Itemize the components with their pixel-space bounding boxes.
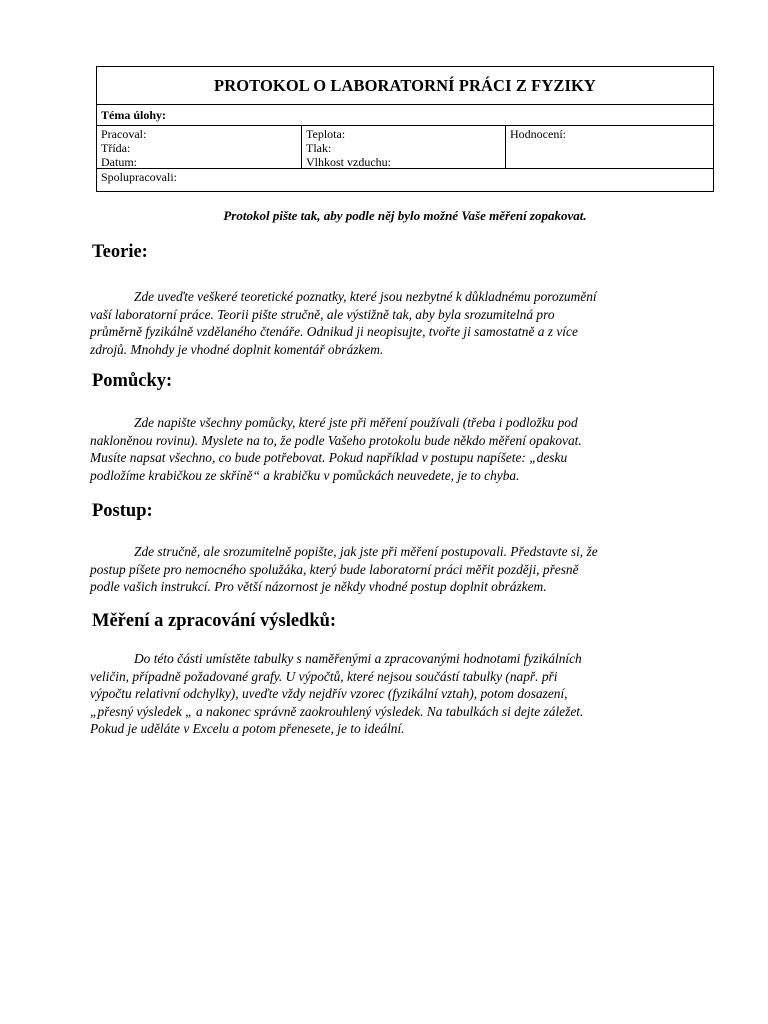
worked-by-label: Pracoval:: [101, 127, 147, 141]
collaborators-label: Spolupracovali:: [101, 170, 177, 184]
topic-field-label: Téma úlohy:: [97, 105, 713, 126]
text-line: Musíte napsat všechno, co bude potřebovat. Pokud například v postupu napíšete: „desku: [90, 450, 568, 466]
text-line: podle vašich instrukcí. Pro větší názornost je někdy vhodné postup doplnit obrázkem.: [90, 579, 547, 595]
section-text-equipment: [90, 414, 690, 484]
conditions-cell: [302, 126, 506, 168]
text-line: „přesný výsledek „ a nakonec správně zaokrouhlený výsledek. Na tabulkách si dejte záležet.: [90, 703, 584, 719]
section-heading-procedure: Postup:: [92, 501, 153, 521]
text-line: nakloněnou rovinu). Myslete na to, že podle Vašeho protokolu bude někdo měření opakovat.: [90, 432, 582, 448]
section-text-procedure: [90, 543, 690, 596]
temperature-label: Teplota:: [306, 127, 346, 141]
evaluation-label: Hodnocení:: [510, 127, 566, 141]
text-line: výpočtu relativní odchylky), uveďte vždy nejdřív vzorec (fyzikální vztah), potom dosazení,: [90, 686, 568, 702]
section-heading-equipment: Pomůcky:: [92, 371, 173, 391]
date-label: Datum:: [101, 155, 137, 169]
section-heading-theory: Teorie:: [92, 242, 148, 262]
info-row: [97, 126, 713, 169]
text-line: Zde uveďte veškeré teoretické poznatky, které jsou nezbytné k důkladnému porozumění: [134, 289, 597, 304]
text-line: Zde napište všechny pomůcky, které jste při měření používali (třeba i podložku pod: [134, 415, 578, 430]
text-line: vaší laboratorní práce. Teorii pište stručně, ale výstižně tak, aby byla srozumitelná pro: [90, 306, 555, 322]
text-line: zdrojů. Mnohdy je vhodné doplnit komentář obrázkem.: [90, 341, 384, 357]
protocol-title: PROTOKOL O LABORATORNÍ PRÁCI Z FYZIKY: [97, 67, 713, 105]
protocol-header-table: [96, 66, 714, 192]
section-heading-measurements: Měření a zpracování výsledků:: [92, 611, 337, 631]
text-line: postup píšete pro nemocného spolužáka, který bude laboratorní práci měřit později, přesně: [90, 561, 579, 577]
text-line: podložíme krabičkou ze skříně“ a krabičku v pomůckách neuvedete, je to chyba.: [90, 467, 520, 483]
intro-instruction: Protokol pište tak, aby podle něj bylo možné Vaše měření zopakovat.: [223, 208, 587, 223]
pressure-label: Tlak:: [306, 141, 332, 155]
text-line: Do této části umístěte tabulky s naměřenými a zpracovanými hodnotami fyzikálních: [134, 651, 582, 666]
humidity-label: Vlhkost vzduchu:: [306, 155, 391, 169]
text-line: Zde stručně, ale srozumitelně popište, jak jste při měření postupovali. Představte si, že: [134, 544, 598, 559]
section-text-measurements: [90, 650, 690, 738]
text-line: průměrně fyzikálně vzdělaného čtenáře. Odnikud ji neopisujte, tvořte ji samostatně a z více: [90, 324, 578, 340]
text-line: Pokud je uděláte v Excelu a potom přenesete, je to ideální.: [90, 721, 405, 737]
section-text-theory: [90, 288, 690, 358]
class-label: Třída:: [101, 141, 131, 155]
evaluation-cell: [506, 126, 713, 168]
student-info-cell: [97, 126, 302, 168]
text-line: veličin, případně požadované grafy. U výpočtů, které nejsou součástí tabulky (např. při: [90, 668, 558, 684]
